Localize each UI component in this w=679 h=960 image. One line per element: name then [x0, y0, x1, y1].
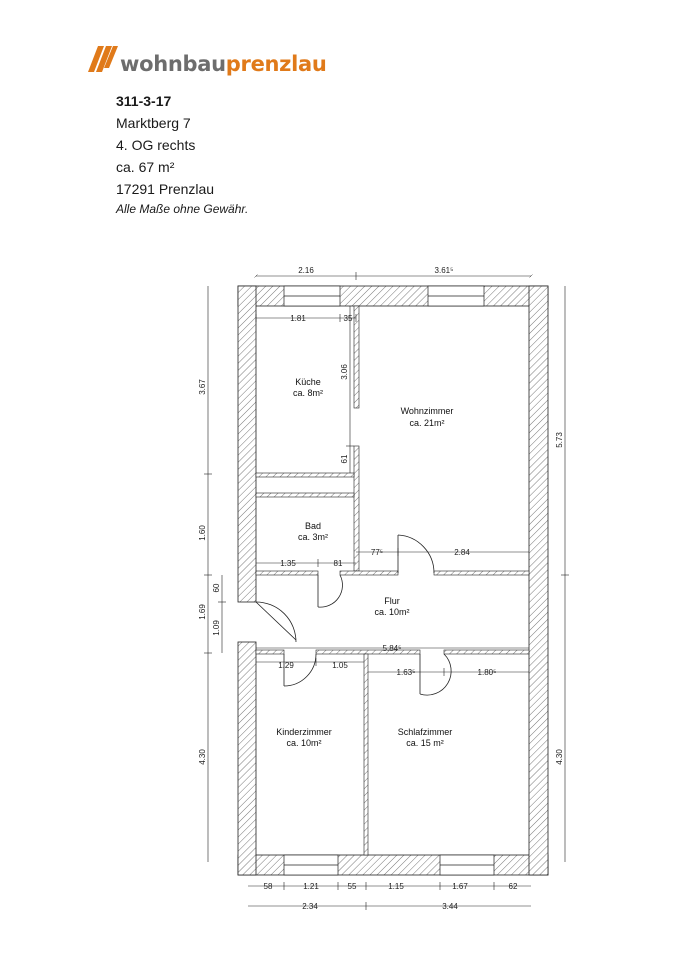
- room-wohnzimmer-name: Wohnzimmer: [400, 406, 454, 416]
- room-schlafzimmer-name: Schlafzimmer: [397, 727, 453, 737]
- dim-flur-width: 5.84⁵: [382, 644, 402, 653]
- dim-kueche-gap: 35: [343, 314, 353, 323]
- dim-bad-width: 1.35: [280, 559, 296, 568]
- dim-kueche-door: 61: [340, 454, 349, 464]
- listing-area: ca. 67 m²: [116, 159, 175, 175]
- room-wohnzimmer-area: ca. 21m²: [409, 418, 445, 428]
- dim-bottom-1: 58: [263, 882, 273, 891]
- dim-left-bottom: 4.30: [198, 749, 207, 765]
- dim-left-entry: 1.09: [212, 620, 221, 636]
- dim-bad-door: 81: [333, 559, 343, 568]
- dimension-lines: [204, 272, 569, 910]
- dim-left-flur: 1.69: [198, 604, 207, 620]
- dim-bottom-5: 1.67: [452, 882, 468, 891]
- dim-bottom-3: 55: [347, 882, 357, 891]
- dim-wohn-door: 2.84: [454, 548, 470, 557]
- dim-left-entry-top: 60: [212, 583, 221, 593]
- outer-walls: [238, 286, 548, 875]
- listing-ref: 311-3-17: [116, 93, 172, 109]
- dim-schlaf-right: 1.80⁵: [477, 668, 497, 677]
- dim-kueche-width: 1.81: [290, 314, 306, 323]
- room-kueche-area: ca. 8m²: [292, 388, 324, 398]
- listing-note: Alle Maße ohne Gewähr.: [116, 202, 249, 216]
- room-bad-area: ca. 3m²: [297, 532, 329, 542]
- listing-city: 17291 Prenzlau: [116, 181, 215, 197]
- room-kueche-name: Küche: [295, 377, 321, 387]
- windows: [284, 286, 494, 875]
- dim-bottom-6: 62: [508, 882, 518, 891]
- dim-right-top: 5.73: [555, 432, 564, 448]
- dim-right-bottom: 4.30: [555, 749, 564, 765]
- room-flur-name: Flur: [384, 596, 400, 606]
- room-schlafzimmer-area: ca. 15 m²: [406, 738, 444, 748]
- dim-kueche-depth: 3.06: [340, 364, 349, 380]
- listing-street: Marktberg 7: [116, 115, 191, 131]
- room-kinderzimmer-area: ca. 10m²: [286, 738, 322, 748]
- dim-top-right: 3.61⁵: [434, 266, 454, 275]
- dim-bottom-right-total: 3.44: [442, 902, 458, 911]
- listing-floor: 4. OG rechts: [116, 137, 196, 153]
- dim-bottom-4: 1.15: [388, 882, 404, 891]
- dim-left-bad: 1.60: [198, 525, 207, 541]
- dim-left-top: 3.67: [198, 379, 207, 395]
- room-bad-name: Bad: [304, 521, 322, 531]
- dim-kinder-left: 1.29: [278, 661, 294, 670]
- dim-schlaf-door: 1.63⁵: [396, 668, 416, 677]
- room-flur-area: ca. 10m²: [374, 607, 410, 617]
- logo-wordmark: wohnbauprenzlau: [120, 52, 327, 76]
- dim-flur-door: 77⁵: [370, 548, 384, 557]
- dim-top-left: 2.16: [298, 266, 314, 275]
- dim-bottom-2: 1.21: [303, 882, 319, 891]
- dim-kinder-door: 1.05: [332, 661, 348, 670]
- dim-bottom-left-total: 2.34: [302, 902, 318, 911]
- room-kinderzimmer-name: Kinderzimmer: [276, 727, 332, 737]
